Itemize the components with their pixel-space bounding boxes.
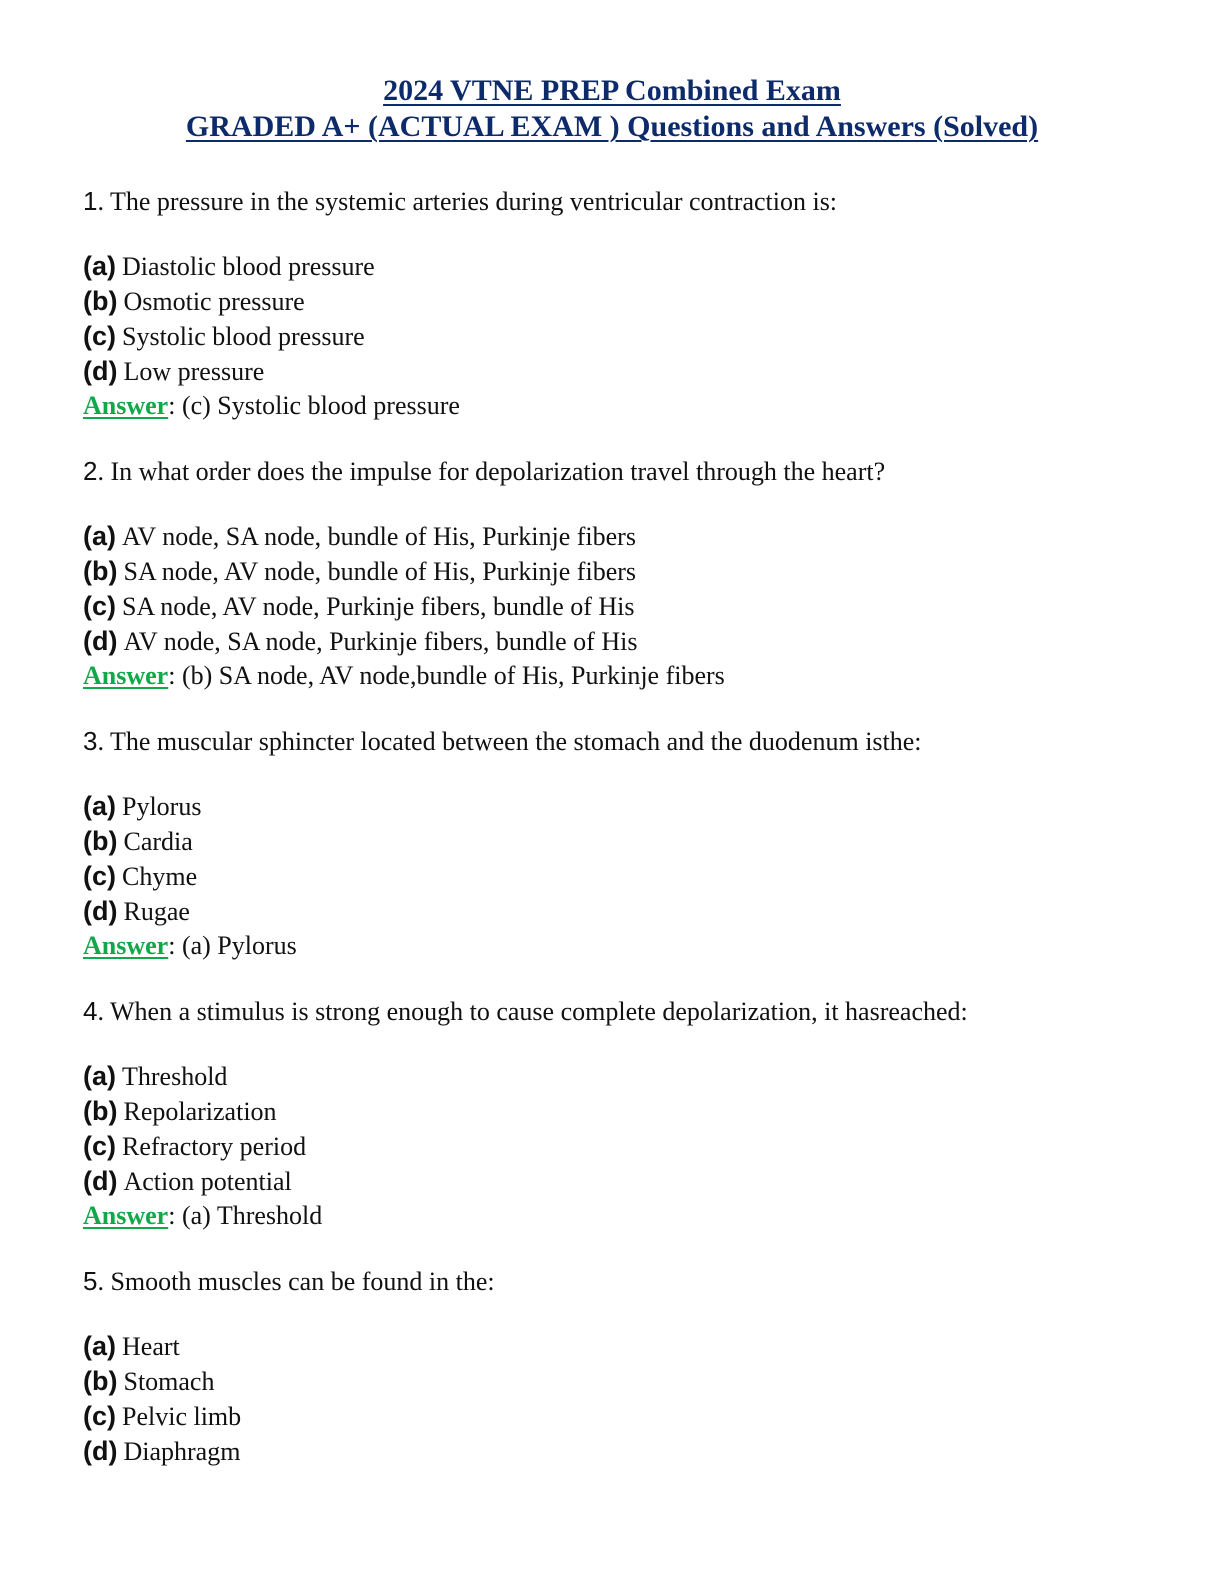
answer-label: Answer — [83, 661, 169, 690]
option-label: (a) — [83, 1331, 116, 1361]
option-label: (c) — [83, 1131, 116, 1161]
option-item — [83, 1129, 1183, 1164]
option-label: (d) — [83, 626, 118, 656]
option-text: Osmotic pressure — [123, 287, 305, 316]
option-text: Heart — [122, 1332, 180, 1361]
option-text: Diastolic blood pressure — [122, 252, 375, 281]
option-label: (b) — [83, 826, 118, 856]
option-text: Cardia — [123, 827, 193, 856]
option-item — [83, 554, 1183, 589]
option-item — [83, 519, 1183, 554]
option-label: (c) — [83, 321, 116, 351]
answer-text: : (c) Systolic blood pressure — [168, 391, 460, 420]
question-number: 1 — [83, 186, 98, 216]
question-block — [83, 724, 1183, 962]
question-text: 4. When a stimulus is strong enough to cause complete depolarization, it hasreached: — [83, 996, 968, 1026]
question-stem: The pressure in the systemic arteries during ventricular contraction is: — [110, 187, 838, 216]
option-label: (a) — [83, 251, 116, 281]
option-text: Systolic blood pressure — [122, 322, 365, 351]
option-item — [83, 319, 1183, 354]
option-label: (d) — [83, 356, 118, 386]
option-label: (c) — [83, 861, 116, 891]
option-text: Action potential — [123, 1167, 292, 1196]
option-item — [83, 1059, 1183, 1094]
question-number: 3 — [83, 726, 98, 756]
option-item — [83, 1094, 1183, 1129]
option-text: AV node, SA node, bundle of His, Purkinje fibers — [122, 522, 636, 551]
option-label: (c) — [83, 591, 116, 621]
option-label: (d) — [83, 896, 118, 926]
question-text: 2. In what order does the impulse for depolarization travel through the heart? — [83, 456, 886, 486]
option-item — [83, 284, 1183, 319]
question-number: 4 — [83, 996, 98, 1026]
question-block — [83, 454, 1183, 692]
option-label: (b) — [83, 1096, 118, 1126]
option-label: (a) — [83, 1061, 116, 1091]
question-text: 5. Smooth muscles can be found in the: — [83, 1266, 495, 1296]
answer-text: : (a) Threshold — [168, 1201, 323, 1230]
option-item — [83, 1364, 1183, 1399]
option-item — [83, 589, 1183, 624]
question-block — [83, 184, 1183, 422]
answer-line — [83, 659, 1183, 692]
option-text: Chyme — [122, 862, 198, 891]
question-block — [83, 994, 1183, 1232]
question-stem: In what order does the impulse for depolarization travel through the heart? — [110, 457, 886, 486]
answer-text: : (a) Pylorus — [168, 931, 297, 960]
question-stem: Smooth muscles can be found in the: — [110, 1267, 495, 1296]
option-item — [83, 894, 1183, 929]
question-text: 1. The pressure in the systemic arteries during ventricular contraction is: — [83, 186, 838, 216]
question-number: 5 — [83, 1266, 98, 1296]
option-item — [83, 859, 1183, 894]
option-text: SA node, AV node, bundle of His, Purkinje fibers — [123, 557, 637, 586]
question-stem: When a stimulus is strong enough to cause complete depolarization, it hasreached: — [110, 997, 968, 1026]
answer-line — [83, 1199, 1183, 1232]
document-title-line-2: GRADED A+ (ACTUAL EXAM ) Questions and Answers (Solved) — [185, 110, 1039, 143]
option-item — [83, 824, 1183, 859]
option-text: Threshold — [122, 1062, 228, 1091]
option-label: (b) — [83, 286, 118, 316]
answer-text: : (b) SA node, AV node,bundle of His, Purkinje fibers — [168, 661, 725, 690]
option-item — [83, 1434, 1183, 1469]
option-item — [83, 354, 1183, 389]
option-item — [83, 1399, 1183, 1434]
option-item — [83, 789, 1183, 824]
answer-line — [83, 929, 1183, 962]
option-label: (b) — [83, 1366, 118, 1396]
option-label: (b) — [83, 556, 118, 586]
option-text: SA node, AV node, Purkinje fibers, bundle of His — [122, 592, 635, 621]
option-text: Rugae — [123, 897, 190, 926]
option-text: Refractory period — [122, 1132, 307, 1161]
option-text: Pylorus — [122, 792, 202, 821]
option-text: Stomach — [123, 1367, 215, 1396]
option-item — [83, 1164, 1183, 1199]
option-label: (a) — [83, 521, 116, 551]
option-label: (d) — [83, 1166, 118, 1196]
answer-label: Answer — [83, 931, 169, 960]
option-text: Repolarization — [123, 1097, 277, 1126]
option-item — [83, 249, 1183, 284]
answer-label: Answer — [83, 391, 169, 420]
option-item — [83, 624, 1183, 659]
option-label: (c) — [83, 1401, 116, 1431]
question-block — [83, 1264, 1183, 1469]
option-text: Low pressure — [123, 357, 265, 386]
question-text: 3. The muscular sphincter located between the stomach and the duodenum isthe: — [83, 726, 922, 756]
answer-line — [83, 389, 1183, 422]
option-item — [83, 1329, 1183, 1364]
option-text: Pelvic limb — [122, 1402, 242, 1431]
answer-label: Answer — [83, 1201, 169, 1230]
question-number: 2 — [83, 456, 98, 486]
option-text: AV node, SA node, Purkinje fibers, bundle of His — [123, 627, 638, 656]
option-text: Diaphragm — [123, 1437, 241, 1466]
option-label: (d) — [83, 1436, 118, 1466]
option-label: (a) — [83, 791, 116, 821]
document-title-line-1: 2024 VTNE PREP Combined Exam — [383, 74, 841, 107]
question-stem: The muscular sphincter located between the stomach and the duodenum isthe: — [110, 727, 922, 756]
